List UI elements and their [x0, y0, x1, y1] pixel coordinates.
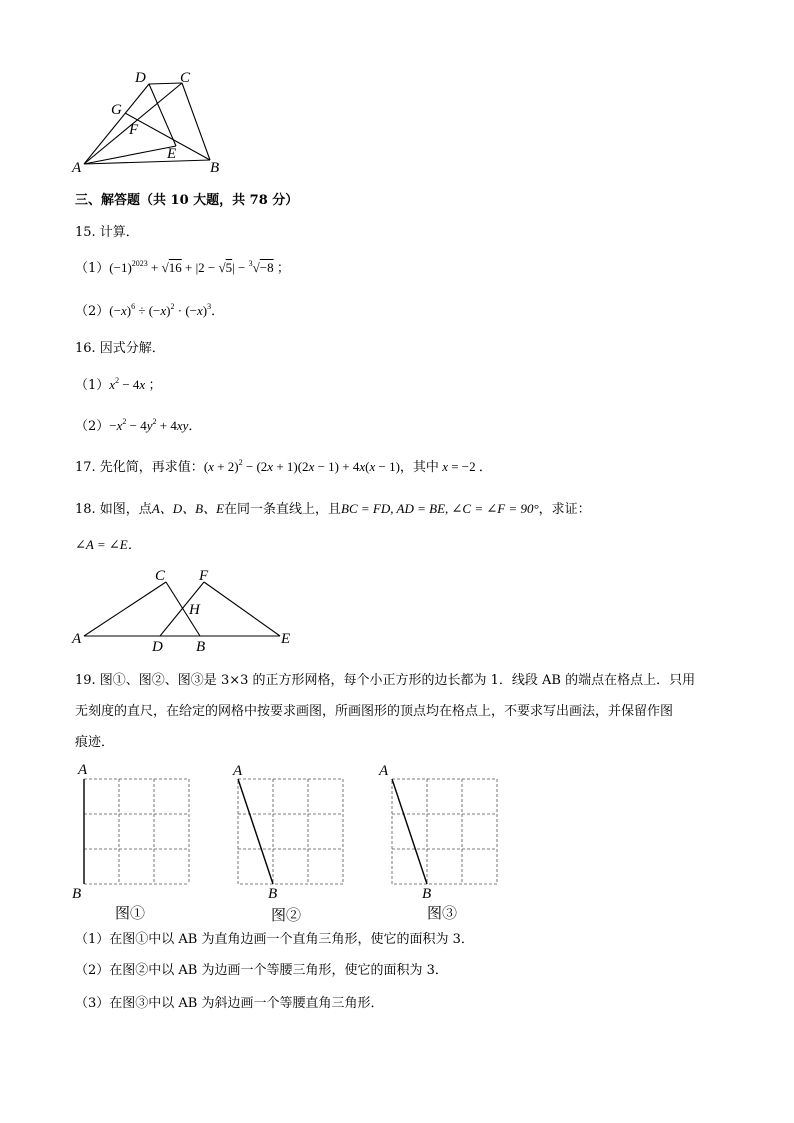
- caption-fig2: 图②: [271, 906, 302, 924]
- seg-FE: [204, 582, 280, 636]
- q18-mid: 在同一条直线上，且: [224, 502, 342, 517]
- q15-p2-label: （2）: [75, 304, 110, 319]
- q17-expr: $(x + 2)^2 - (2x + 1)(2x - 1) + 4x(x - 1)$: [203, 458, 400, 474]
- seg-DE: [149, 84, 176, 146]
- q19-sub1: （1）在图①中以 AB 为直角边画一个直角三角形，使它的面积为 3．: [75, 932, 474, 947]
- q16-part2: [75, 418, 201, 435]
- q16-p2-label: （2）: [75, 419, 110, 434]
- q17-end: ．: [478, 460, 492, 475]
- q16-p2-expr: $-x^2 - 4y^2 + 4xy$．: [109, 417, 202, 433]
- q19-line1: 19. 图①、图②、图③是 3×3 的正方形网格，每个小正方形的边长都为 1．线段 AB 的端点在格点上．只用: [75, 673, 696, 688]
- q18-cond: BC = FD, AD = BE, ∠C = ∠F = 90°: [341, 501, 539, 516]
- point-A-label: A: [78, 762, 88, 778]
- q18-points: A、D、B、E: [151, 501, 225, 516]
- label-C: C: [155, 568, 166, 584]
- q15-part2: [75, 303, 224, 320]
- q18-goal: ∠A = ∠E．: [75, 537, 141, 552]
- label-H: H: [189, 602, 200, 618]
- grid-figure-2: [224, 760, 354, 905]
- label-B: B: [196, 639, 206, 651]
- grid-figure-1: [66, 760, 196, 905]
- label-F: F: [199, 568, 209, 584]
- seg-AD: [84, 84, 149, 164]
- q19-line2: 无刻度的直尺，在给定的网格中按要求画图，所画图形的顶点均在格点上，不要求写出画法，并保留作图: [75, 704, 674, 719]
- q17-mid: ，其中: [399, 460, 439, 475]
- label-C: C: [180, 70, 191, 86]
- label-E: E: [281, 631, 291, 647]
- q18-text: [75, 501, 591, 518]
- point-B-label: B: [72, 886, 82, 902]
- figure-quadrilateral: [70, 68, 230, 178]
- q15-part1: [75, 260, 290, 277]
- label-B: B: [210, 160, 220, 176]
- point-A-label: A: [379, 763, 389, 779]
- q19-sub3: （3）在图③中以 AB 为斜边画一个等腰直角三角形．: [75, 996, 384, 1011]
- label-F: F: [129, 122, 139, 138]
- q16-stem: 16. 因式分解．: [75, 341, 165, 356]
- q15-stem: 15. 计算．: [75, 225, 139, 240]
- q15-p1-label: （1）: [75, 261, 110, 276]
- segment-AB: [392, 779, 427, 884]
- point-B-label: B: [422, 886, 432, 902]
- grid-figure-3: [376, 760, 506, 905]
- label-D: D: [135, 70, 146, 86]
- q17-pre: 17. 先化简，再求值：: [75, 460, 204, 475]
- label-A: A: [72, 631, 82, 647]
- seg-AC: [84, 582, 166, 636]
- q16-p1-label: （1）: [75, 378, 110, 393]
- point-A-label: A: [233, 763, 243, 779]
- q16-p1-expr: $x^2 - 4x$ ；: [109, 376, 162, 392]
- figure-q18: [70, 566, 300, 651]
- q17-text: [75, 459, 492, 476]
- segment-AB: [238, 779, 273, 884]
- seg-DC: [149, 83, 182, 84]
- q18-pre: 18. 如图，点: [75, 502, 152, 517]
- label-E: E: [167, 146, 177, 162]
- label-G: G: [111, 102, 122, 118]
- q16-part1: [75, 377, 161, 394]
- seg-CB: [182, 83, 210, 160]
- label-A: A: [72, 160, 82, 176]
- caption-fig1: 图①: [115, 904, 146, 922]
- q15-p1-expr: $(-1)^{2023} + √16 + |2 - √5| - ^3√-8$ ；: [109, 259, 290, 275]
- label-D: D: [152, 639, 163, 651]
- caption-fig3: 图③: [427, 904, 458, 922]
- q19-line3: 痕迹．: [75, 735, 115, 750]
- section-title: 三、解答题（共 10 大题，共 78 分）: [75, 193, 299, 208]
- q17-value: x = −2: [442, 459, 479, 474]
- q18-post: ，求证：: [538, 502, 591, 517]
- point-B-label: B: [268, 886, 278, 902]
- q15-p2-expr: $(-x)^6 \div (-x)^2 \cdot (-x)^3$．: [109, 302, 225, 318]
- q19-sub2: （2）在图②中以 AB 为边画一个等腰三角形，使它的面积为 3．: [75, 963, 448, 978]
